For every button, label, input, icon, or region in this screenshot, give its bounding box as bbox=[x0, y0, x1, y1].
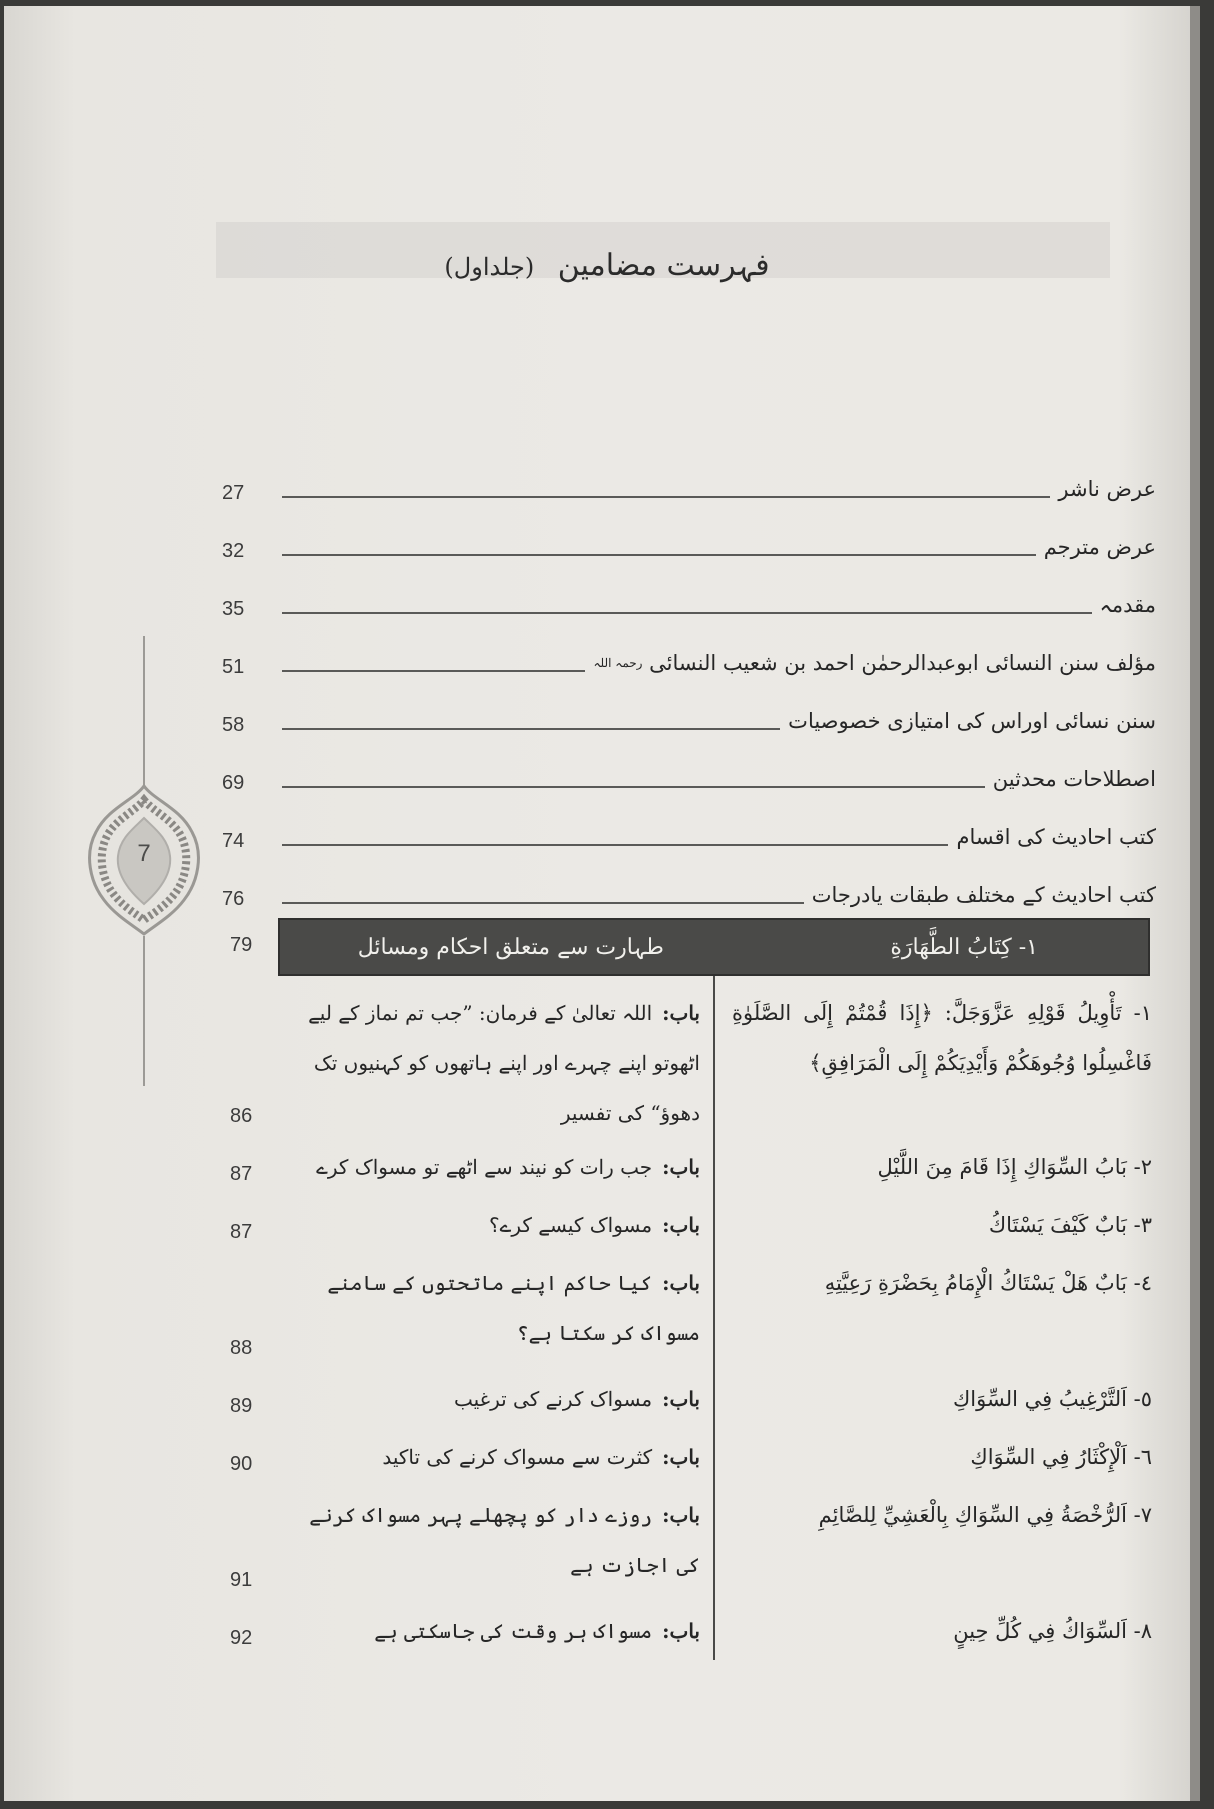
chapter-urdu-title: طہارت سے متعلق احکام ومسائل bbox=[357, 934, 664, 960]
toc-label: اصطلاحات محدثین bbox=[992, 767, 1156, 791]
chapter-page-number: 79 bbox=[230, 934, 253, 956]
toc-label: کتب احادیث کے مختلف طبقات یادرجات bbox=[811, 883, 1156, 907]
entry-page-number: 91 bbox=[230, 1569, 253, 1591]
arabic-heading[interactable]: ٣- بَابٌ كَيْفَ يَسْتَاكُ bbox=[988, 1213, 1152, 1237]
toc-entry[interactable] bbox=[222, 752, 1156, 796]
bab-label: باب: bbox=[662, 1001, 700, 1025]
title-volume: (جلداول) bbox=[444, 253, 535, 281]
entry-page-number: 86 bbox=[230, 1105, 253, 1127]
arabic-heading[interactable]: ٨- اَلسِّوَاكُ فِي كُلِّ حِينٍ bbox=[953, 1619, 1152, 1643]
ornament-line-top bbox=[143, 636, 145, 786]
arabic-heading[interactable]: ٥- اَلتَّرْغِيبُ فِي السِّوَاكِ bbox=[953, 1387, 1152, 1411]
toc-entry[interactable] bbox=[222, 578, 1156, 622]
chapter-arabic-title: ١- كِتَابُ الطَّهَارَةِ bbox=[890, 934, 1038, 960]
honorific: رحمہ اللہ bbox=[593, 656, 643, 670]
arabic-heading[interactable]: ٤- بَابٌ هَلْ يَسْتَاكُ الْإِمَامُ بِحَضْرَةِ رَعِيَّتِهِ bbox=[824, 1271, 1152, 1295]
entry-page-number: 90 bbox=[230, 1453, 253, 1475]
toc-label: سنن نسائی اوراس کی امتیازی خصوصیات bbox=[788, 709, 1156, 733]
toc-page-number: 74 bbox=[222, 830, 245, 852]
arabic-heading[interactable]: ٢- بَابُ السِّوَاكِ إِذَا قَامَ مِنَ اللَّيْلِ bbox=[877, 1155, 1152, 1179]
urdu-heading-text: مسواک ہر وقت کی جاسکتی ہے bbox=[374, 1619, 653, 1643]
toc-entry[interactable] bbox=[222, 810, 1156, 854]
entry-page-number: 88 bbox=[230, 1337, 253, 1359]
urdu-heading[interactable] bbox=[280, 1374, 700, 1424]
toc-entry[interactable] bbox=[222, 636, 1156, 680]
urdu-heading[interactable] bbox=[280, 988, 700, 1138]
arabic-heading[interactable]: ٧- اَلرُّخْصَةُ فِي السِّوَاكِ بِالْعَشِيِّ لِلصَّائِمِ bbox=[818, 1503, 1152, 1527]
leader-line bbox=[282, 496, 1050, 498]
title-main: فہرست مضامین bbox=[557, 248, 770, 283]
toc-label bbox=[593, 646, 1156, 680]
leader-line bbox=[282, 670, 585, 672]
urdu-heading-text: کیا حاکم اپنے ماتحتوں کے سامنے مسواک کر سکتا ہے؟ bbox=[327, 1271, 700, 1345]
column-divider bbox=[713, 976, 715, 1660]
arabic-heading[interactable]: ٦- اَلْإِكْثَارُ فِي السِّوَاكِ bbox=[970, 1445, 1152, 1469]
urdu-heading-text: مسواک کیسے کرے؟ bbox=[489, 1213, 653, 1237]
toc-entry[interactable] bbox=[222, 462, 1156, 506]
leader-line bbox=[282, 554, 1036, 556]
ornament-line-bottom bbox=[143, 936, 145, 1086]
urdu-heading-text: مسواک کرنے کی ترغیب bbox=[453, 1387, 653, 1411]
toc-label: عرض مترجم bbox=[1043, 535, 1156, 559]
urdu-heading[interactable] bbox=[280, 1258, 700, 1358]
page-number: 7 bbox=[137, 840, 151, 867]
bab-label: باب: bbox=[662, 1213, 700, 1237]
urdu-heading-text: جب رات کو نیند سے اٹھے تو مسواک کرے bbox=[316, 1155, 653, 1179]
urdu-heading[interactable] bbox=[280, 1490, 700, 1590]
toc-page-number: 69 bbox=[222, 772, 245, 794]
toc-page-number: 27 bbox=[222, 482, 245, 504]
bab-label: باب: bbox=[662, 1619, 700, 1643]
entry-page-number: 89 bbox=[230, 1395, 253, 1417]
urdu-heading[interactable] bbox=[280, 1606, 700, 1656]
urdu-heading-text: روزے دار کو پچھلے پہر مسواک کرنے کی اجازت ہے bbox=[309, 1503, 700, 1577]
toc-label: مقدمہ bbox=[1099, 593, 1156, 617]
leader-line bbox=[282, 844, 948, 846]
toc-label: عرض ناشر bbox=[1058, 477, 1156, 501]
urdu-heading[interactable] bbox=[280, 1200, 700, 1250]
toc-page-number: 76 bbox=[222, 888, 245, 910]
chapter-header[interactable] bbox=[278, 918, 1150, 976]
page-title bbox=[0, 248, 1214, 298]
urdu-heading-text: اللہ تعالیٰ کے فرمان: ”جب تم نماز کے لیے اٹھوتو اپنے چہرے اور اپنے ہاتھوں کو کہنیوں تک دھوؤ“ کی تفسیر bbox=[308, 1001, 700, 1125]
leader-line bbox=[282, 728, 780, 730]
bab-label: باب: bbox=[662, 1445, 700, 1469]
toc-entry[interactable] bbox=[222, 694, 1156, 738]
toc-label-text: مؤلف سنن النسائی ابوعبدالرحمٰن احمد بن شعیب النسائی bbox=[649, 651, 1156, 675]
urdu-heading-text: کثرت سے مسواک کرنے کی تاکید bbox=[382, 1445, 653, 1469]
bab-label: باب: bbox=[662, 1387, 700, 1411]
toc-page-number: 32 bbox=[222, 540, 245, 562]
bab-label: باب: bbox=[662, 1271, 700, 1295]
leader-line bbox=[282, 786, 985, 788]
urdu-heading[interactable] bbox=[280, 1142, 700, 1192]
toc-label: کتب احادیث کی اقسام bbox=[956, 825, 1156, 849]
toc-page-number: 58 bbox=[222, 714, 245, 736]
bab-label: باب: bbox=[662, 1155, 700, 1179]
arabic-heading[interactable]: ١- تَأْوِيلُ قَوْلِهِ عَزَّوَجَلَّ: ﴿إِذَا قُمْتُمْ إِلَى الصَّلَوٰةِ فَاغْسِلُوا وُجُوهَكُمْ وَأَيْدِيَكُمْ إِلَى الْمَرَافِقِ﴾ bbox=[732, 1001, 1152, 1075]
toc-page-number: 35 bbox=[222, 598, 245, 620]
leader-line bbox=[282, 612, 1092, 614]
bab-label: باب: bbox=[662, 1503, 700, 1527]
entry-page-number: 87 bbox=[230, 1221, 253, 1243]
entry-page-number: 87 bbox=[230, 1163, 253, 1185]
toc-page-number: 51 bbox=[222, 656, 245, 678]
entry-page-number: 92 bbox=[230, 1627, 253, 1649]
toc-entry[interactable] bbox=[222, 520, 1156, 564]
toc-entry[interactable] bbox=[222, 868, 1156, 912]
urdu-heading[interactable] bbox=[280, 1432, 700, 1482]
leader-line bbox=[282, 902, 804, 904]
